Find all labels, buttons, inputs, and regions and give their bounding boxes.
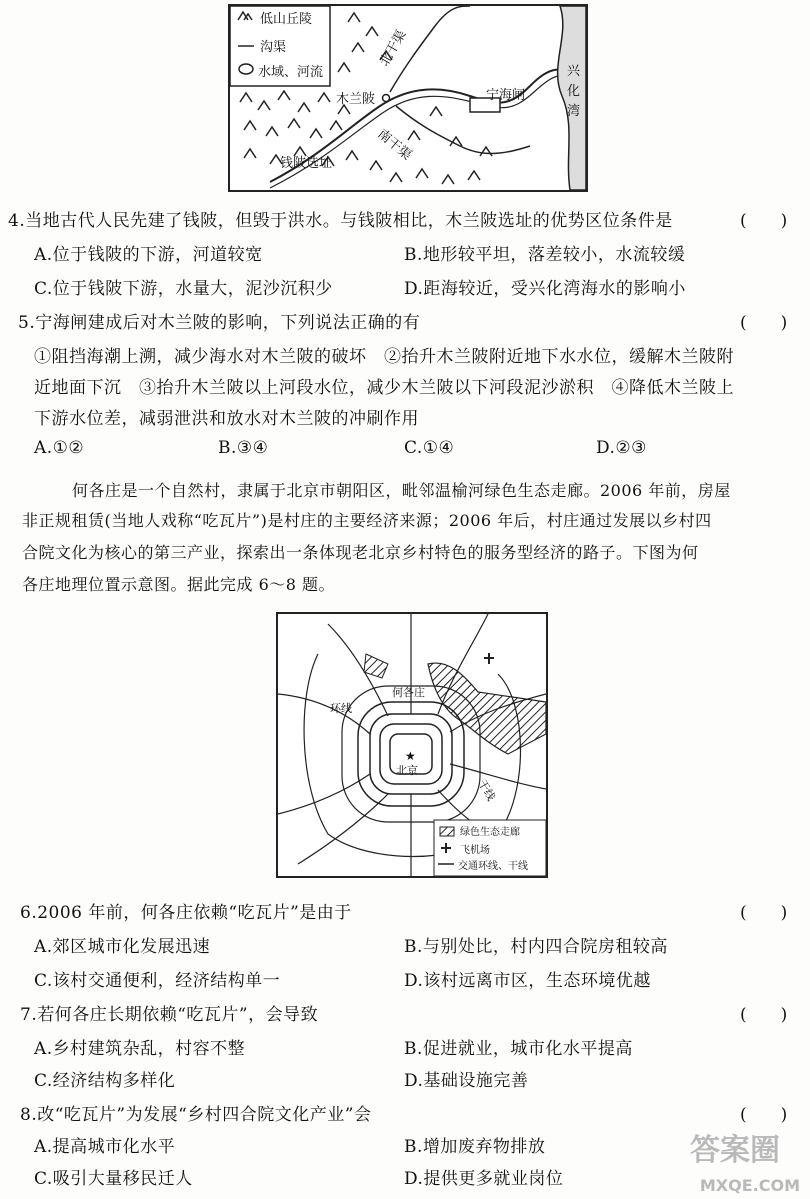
q6-option-d[interactable]: D.该村远离市区，生态环境优越 [404,971,651,991]
watermark-url: MXQE.COM [699,1176,800,1195]
legend-canal-label: 沟渠 [260,40,287,55]
beijing-label: 北京 [396,764,418,777]
q8-option-b[interactable]: B.增加废弃物排放 [404,1137,546,1157]
q5-statement-line-3: 下游水位差，减弱泄洪和放水对木兰陂的冲刷作用 [34,409,419,429]
watermark-logo-text: 答案圈 [690,1133,780,1168]
q4-option-b[interactable]: B.地形较平坦，落差较小，水流较缓 [404,245,686,265]
hegezhuang-location-map [276,612,548,878]
q6-stem: 6.2006 年前，何各庄依赖“吃瓦片”是由于 [20,903,352,923]
legend-water-label: 水域、河流 [258,65,324,80]
passage-line-1: 何各庄是一个自然村，隶属于北京市朝阳区，毗邻温榆河绿色生态走廊。2006 年前，房屋 [72,481,731,500]
q6-option-a[interactable]: A.郊区城市化发展迅速 [34,937,211,957]
q4-option-d[interactable]: D.距海较近，受兴化湾海水的影响小 [404,279,686,299]
passage-line-3: 合院文化为核心的第三产业，探索出一条体现老北京乡村特色的服务型经济的路子。下图为何 [22,543,699,562]
q7-option-c[interactable]: C.经济结构多样化 [34,1071,176,1091]
legend-corridor-label: 绿色生态走廊 [460,827,520,838]
q7-option-b[interactable]: B.促进就业，城市化水平提高 [404,1039,633,1059]
q6-option-c[interactable]: C.该村交通便利，经济结构单一 [34,971,281,991]
q5-stem: 5.宁海闸建成后对木兰陂的影响，下列说法正确的有 [18,313,421,333]
mulanbei-label: 木兰陂 [336,92,376,107]
ring-road-label: 环线 [330,702,352,715]
q8-option-c[interactable]: C.吸引大量移民迁人 [34,1169,193,1189]
trunk-road-label: 干线 [475,777,498,804]
bay-label: 兴化湾 [567,64,581,119]
q8-option-a[interactable]: A.提高城市化水平 [34,1137,176,1157]
svg-text:★: ★ [405,749,416,763]
ninghaizha-label: 宁海闸 [486,88,526,103]
q7-option-a[interactable]: A.乡村建筑杂乱，村容不整 [34,1039,246,1059]
legend-roads-label: 交通环线、干线 [458,861,528,872]
q8-option-d[interactable]: D.提供更多就业岗位 [404,1169,564,1189]
legend-hills-label: 低山丘陵 [260,12,313,27]
mulanbei-map [228,4,588,192]
q7-answer-bracket[interactable]: ( ) [740,1005,788,1025]
q8-stem: 8.改“吃瓦片”为发展“乡村四合院文化产业”会 [20,1105,372,1125]
q4-option-c[interactable]: C.位于钱陂下游，水量大，泥沙沉积少 [34,279,333,299]
passage-line-4: 各庄地理位置示意图。据此完成 6～8 题。 [22,575,336,594]
q5-option-c[interactable]: C.①④ [404,438,455,458]
q7-stem: 7.若何各庄长期依赖“吃瓦片”，会导致 [20,1005,319,1025]
q4-option-a[interactable]: A.位于钱陂的下游，河道较宽 [34,245,263,265]
village-label: 何各庄 [392,686,425,699]
legend-airport-label: 飞机场 [460,845,490,856]
q6-option-b[interactable]: B.与别处比，村内四合院房租较高 [404,937,668,957]
q7-option-d[interactable]: D.基础设施完善 [404,1071,529,1091]
q5-option-b[interactable]: B.③④ [218,438,269,458]
q4-answer-bracket[interactable]: ( ) [740,211,788,231]
q5-option-a[interactable]: A.①② [34,438,85,458]
qianbei-label: 钱陂选址 [280,156,333,171]
q5-option-d[interactable]: D.②③ [596,438,647,458]
passage-line-2: 非正规租赁(当地人戏称“吃瓦片”)是村庄的主要经济来源；2006 年后，村庄通过发展以乡村四 [22,511,712,530]
beiganqu-label: 北干渠 [376,27,410,70]
q8-answer-bracket[interactable]: ( ) [740,1105,788,1125]
q5-statement-line-2: 近地面下沉 ③抬升木兰陂以上河段水位，减少木兰陂以下河段泥沙淤积 ④降低木兰陂上 [34,378,734,398]
q5-answer-bracket[interactable]: ( ) [740,313,788,333]
q6-answer-bracket[interactable]: ( ) [740,903,788,923]
q4-stem: 4.当地古代人民先建了钱陂，但毁于洪水。与钱陂相比，木兰陂选址的优势区位条件是 [8,211,673,231]
q5-statement-line-1: ①阻挡海潮上溯，减少海水对木兰陂的破坏 ②抬升木兰陂附近地下水水位，缓解木兰陂附 [34,347,734,367]
nanganqu-label: 南干渠 [374,126,414,164]
